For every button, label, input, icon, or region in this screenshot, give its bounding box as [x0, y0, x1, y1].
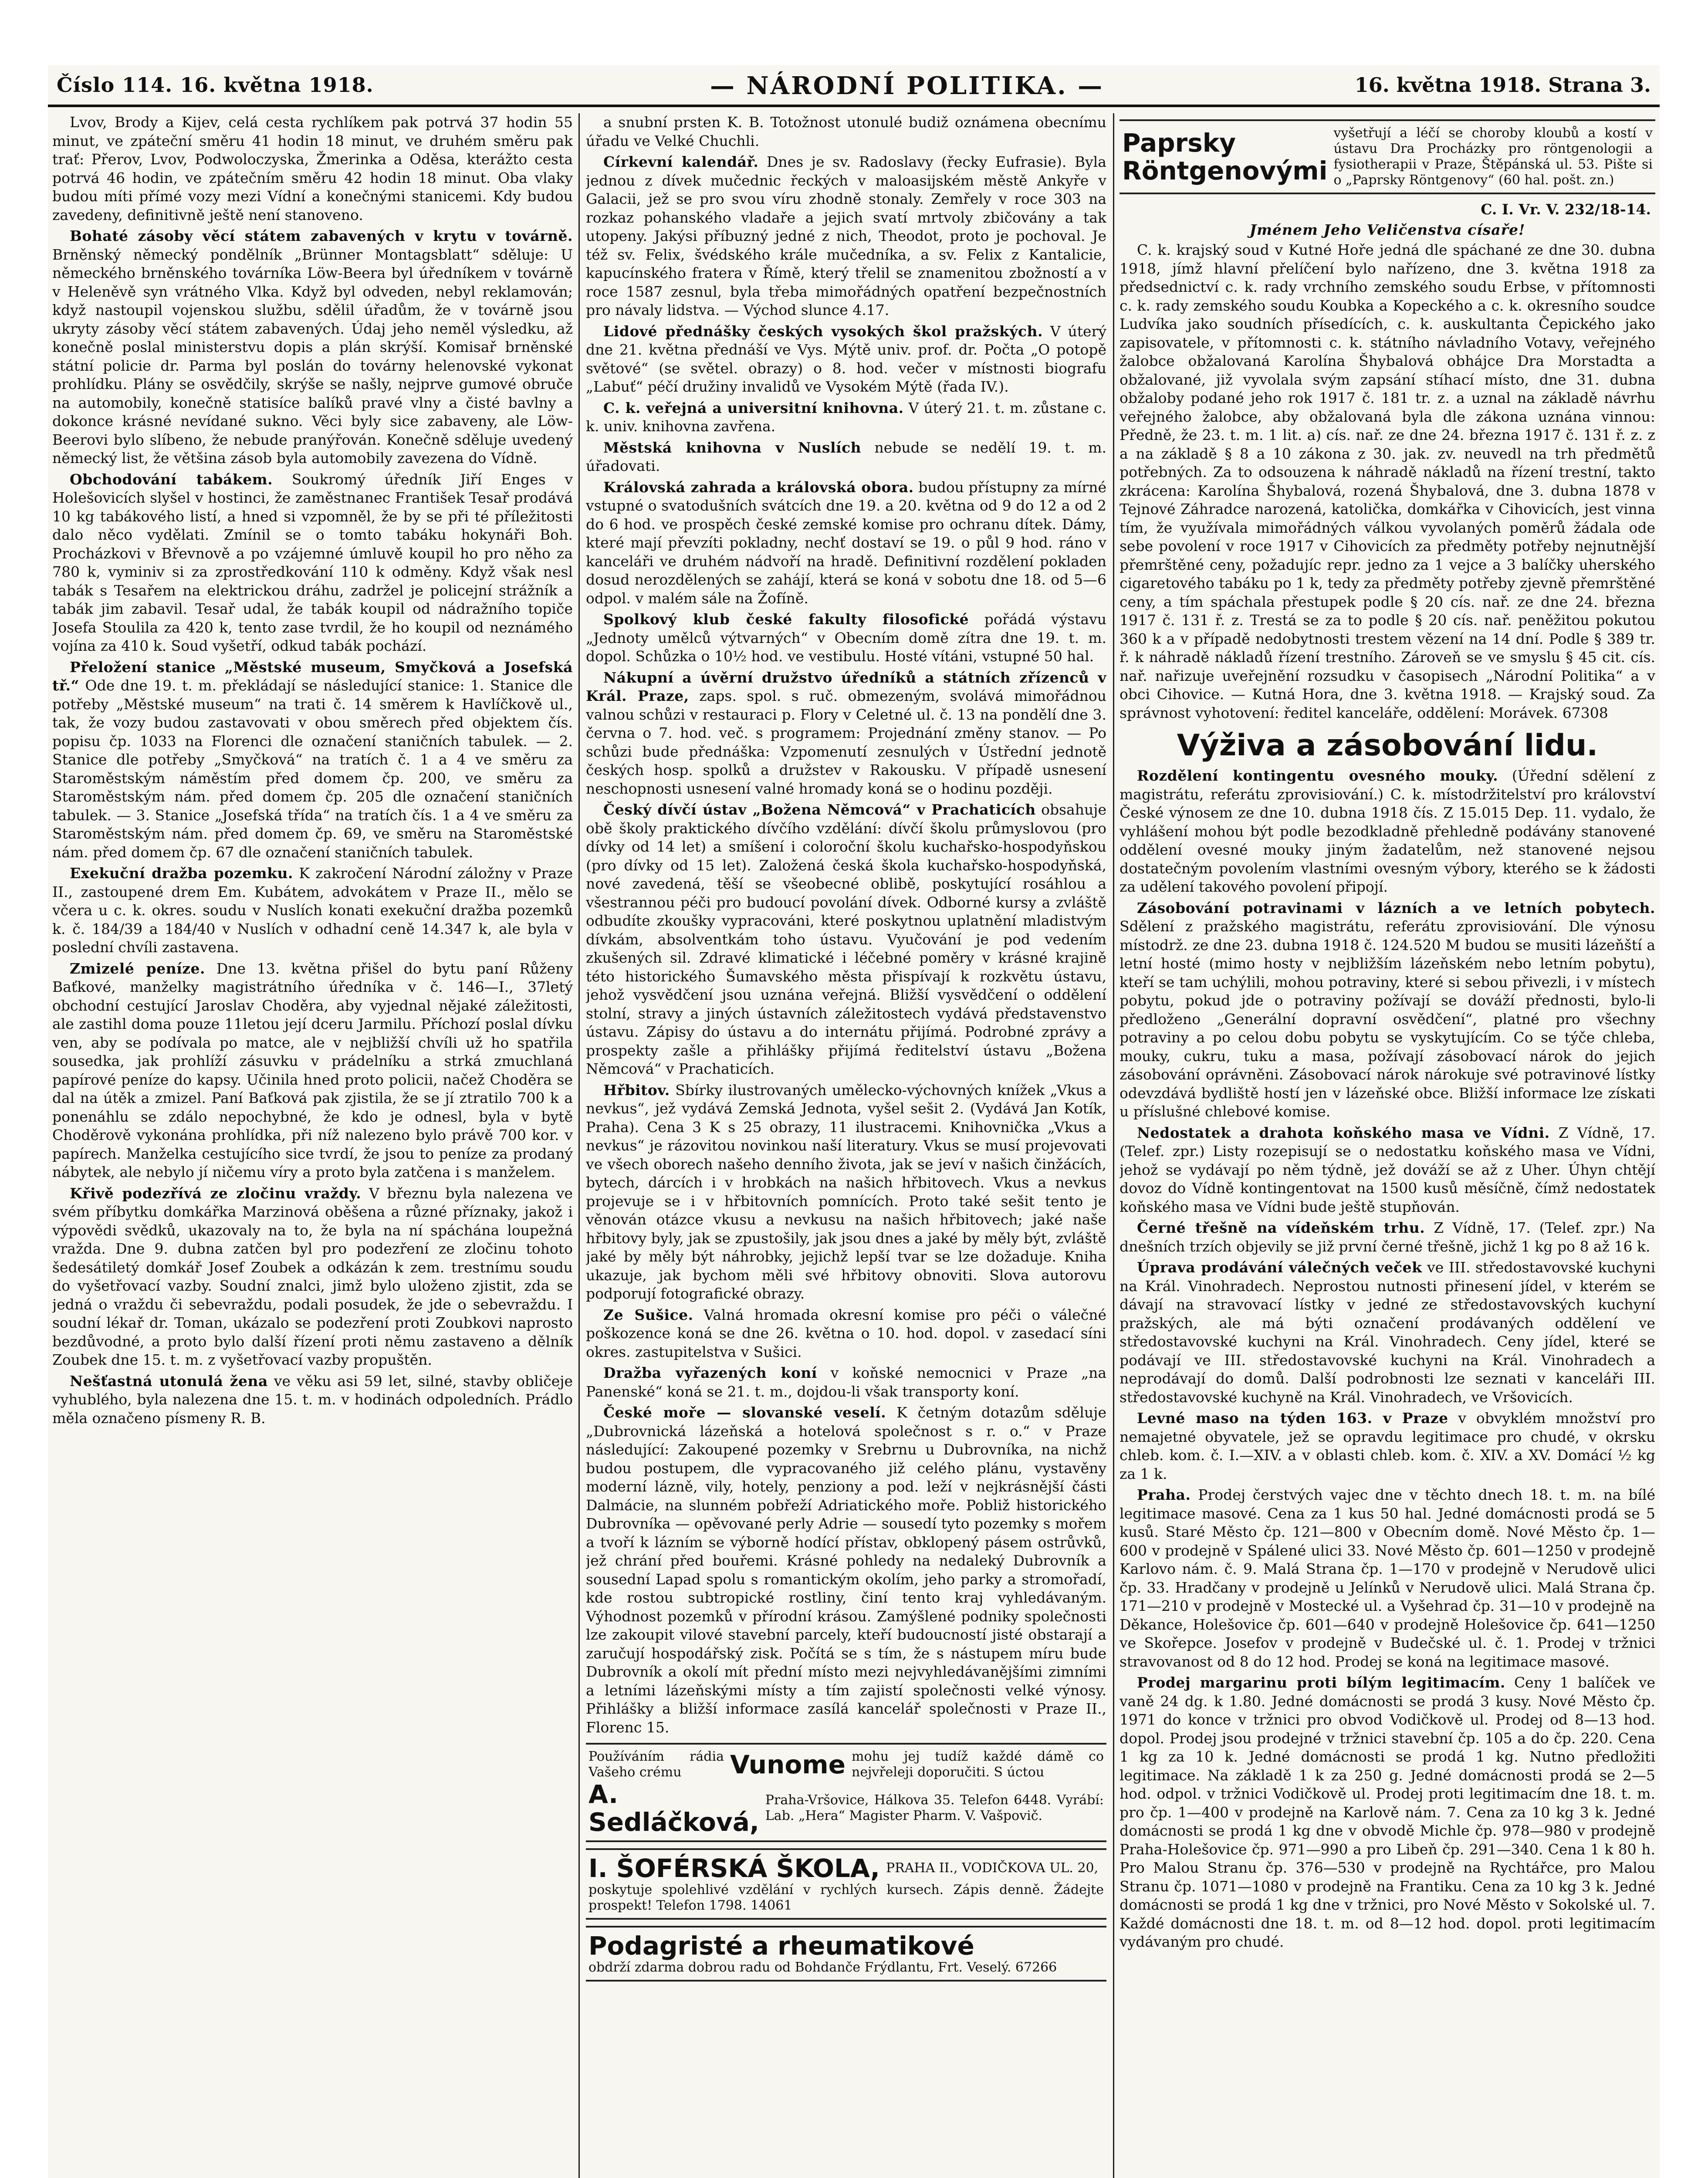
- article-body: Lvov, Brody a Kijev, celá cesta rychlíkem pak potrvá 37 hodin 55 minut, ve zpáteční směru 41 hodin 18 minut, ve druhém směru pak trať: Přerov, Lvov, Podwoloczyska, Žmerinka a Oděsa, kterážto cesta potrvá 46 hodin, ve zpátečním směru 42 hodin 18 minut. Oba vlaky budou míti přímé vozy mezi Vídní a konečnými stanicemi. Kdy budou zavedeny, definitivně ještě není stanoveno.: [52, 114, 573, 223]
- article-lead: České moře — slovanské veselí.: [603, 1404, 886, 1421]
- page-date-number: 16. května 1918. Strana 3.: [1354, 73, 1651, 97]
- article-lead: Černé třešně na vídeňském trhu.: [1137, 1219, 1425, 1236]
- article-lead: Hřbitov.: [603, 1081, 670, 1099]
- article-paragraph: [1120, 1258, 1655, 1407]
- article-lead: Praha.: [1137, 1486, 1191, 1503]
- article-paragraph: [586, 610, 1106, 666]
- ad-school-address: PRAHA II., VODIČKOVA UL. 20,: [886, 1860, 1099, 1876]
- article-body: Ode dne 19. t. m. překládají se následující stanice: 1. Stanice dle potřeby „Městské museum“ na trati č. 14 směrem k Havlíčkově ul., tak, že vozy budou zastavovati v obou směrech před objektem čís. popisu čp. 1033 na Florenci dle označení staničních tabulek. — 2. Stanice dle potřeby „Smyčková“ na tratích č. 1 a 4 ve směru za Staroměstským náměstím před domem čp. 200, ve směru za Staroměstským nám. před domem čp. 205 dle označení staničních tabulek. — 3. Stanice „Josefská třída“ na tratích čís. 1 a 4 ve směru za Staroměstským nám. před domem čp. 69, ve směru na Staroměstské nám. před domem čp. 67 dle označení staničních tabulek.: [52, 677, 573, 861]
- advertisement-rheumatism: [586, 1926, 1106, 1982]
- article-body: obsahuje obě školy praktického dívčího vzdělání: dívčí školu průmyslovou (pro dívky od 14 let) a smíšení i coloroční školu kuchařsko-hospodyňskou (pro dívky od 15 let). Založená česká škola kuchařsko-hospodyňská, nové zavedená, těší se všeobecné oblibě, poskytující rosáhlou a všestrannou péči pro budoucí povolání dívek. Odborné kursy a zvláště odbudíte zkoušky vypracováni, které poskytnou uplatnění mladistvým dívkám, absolventkám toho ústavu. Vyučování je pod vedením zkušených sil. Zdravé klimatické i léčebné poměry v krásné krajině této historického Šumavského města přispívají k rozkvětu ústavu, jehož vysvědčení jsou uznána veřejná. Bližší vysvědčení o oddělení stolní, stravy a jiných ústavních záležitostech vydává představenstvo ústavu. Zápisy do ústavu a do internátu přijímá. Podrobné zprávy a prospekty zašle a přihlášky přijímá ředitelství ústavu „Božena Němcová“ v Prachaticích.: [586, 801, 1106, 1077]
- ad-vunome-pre: Používáním rádia Vašeho crému: [588, 1749, 724, 1780]
- article-body: Valná hromada okresní komise pro péči o válečné poškozence koná se dne 26. května o 10. hod. dopol. v zasedací síni okres. zastupitelstva v Sušici.: [586, 1306, 1106, 1360]
- article-lead: Nedostatek a drahota koňského masa ve Vídni.: [1137, 1124, 1550, 1141]
- article-body: ve věku asi 59 let, silné, stavby obličeje vyhublého, byla nalezena dne 15. t. m. v hodinách odpoledních. Prádlo měla označeno písmeny R. B.: [52, 1372, 573, 1427]
- article-paragraph: [52, 113, 573, 224]
- article-body: Dne 13. května přišel do bytu paní Růženy Baťkové, manželky magistrátního úředníka v č. 146—I., 37letý obchodní cestující Jaroslav Choděra, aby vyjednal nějaké záležitosti, ale zastihl doma pouze 11letou její dceru Jarmilu. Příchozí poslal dívku ven, aby se podívala po matce, ale v nejbližší chvíli už ho spatřila sousedka, jak prohlíží zásuvku v prádelníku a strká zmuchlaná papírové peníze do kapsy. Učinila hned proto policii, načež Choděra se dal na útěk a zmizel. Paní Baťková pak zjistila, že se jí ztratilo 700 k a ponenáhlu se zdálo nepochybné, že kdo je odnesl, byla v bytě Choděrově vykonána prohlídka, při níž nalezeno bylo právě 700 kor. v papírech. Manželka cestujícího sice tvrdí, že jsou to peníze za prodaný nábytek, ale nebylo jí ničemu víry a proto byla zatčena i s manželem.: [52, 960, 573, 1180]
- article-lead: Úprava prodávání válečných veček: [1137, 1259, 1422, 1276]
- article-lead: Dražba vyřazených koní: [603, 1364, 817, 1381]
- article-lead: Spolkový klub české fakulty filosofické: [603, 611, 969, 628]
- article-lead: Prodej margarinu proti bílým legitimacím.: [1137, 1674, 1505, 1691]
- article-body: v koňské nemocnici v Praze „na Panenské“ koná se 21. t. m., dojdou-li však transporty koní.: [586, 1364, 1106, 1400]
- article-paragraph: [586, 669, 1106, 798]
- issue-number-date: Číslo 114. 16. května 1918.: [57, 73, 374, 97]
- article-lead: C. k. veřejná a universitní knihovna.: [603, 399, 904, 416]
- article-paragraph: [586, 801, 1106, 1079]
- article-paragraph: [1120, 1674, 1655, 1951]
- article-body: ve III. středostavovské kuchyni na Král. Vinohradech. Neprostou nutnosti přinesení jídel, v kterém se dávají na stravovací lístky v jedné ze středostavovských kuchyní pražských, ale má býti označení prodávaných oddělení ve středostavovské kuchyni na Král. Vinohradech. Ceny jídel, které se podávají ve III. středostavovské kuchyni na Král. Vinohradech a neprodávají do domů. Další podrobnosti lze seznati v kanceláři III. středostavovské kuchyně na Král. Vinohradech, ve Vršovicích.: [1120, 1259, 1655, 1406]
- article-paragraph: [52, 1184, 573, 1370]
- ad-school-title: I. ŠOFÉRSKÁ ŠKOLA,: [588, 1853, 880, 1883]
- article-paragraph: [52, 227, 573, 468]
- article-lead: Exekuční dražba pozemku.: [70, 865, 293, 882]
- article-body: K četným dotazům sděluje „Dubrovnická lázeňská a hotelová společnost s r. o.“ v Praze následující: Zakoupené pozemky v Srebrnu u Dubrovníka, na nichž budou postupem, dle vypracovaného již celého plánu, vystavěny moderní lázně, vily, hotely, penziony a pod. leží v nejkrásnější části Dalmácie, na slunném pobřeží Adriatického moře. Pobliž historického Dubrovníka — opěvované perly Adrie — sousedí tyto pozemky s mořem a tvoří k lázním se výborně hodící přístav, obklopený pásem ostrůvků, jež chrání před bouřemi. Krásné pohledy na nedaleký Dubrovník a sousední Lapad spolu s romantickým okolím, jeho parky a stromořadí, kde rostou subtropické rostliny, činí tento kraj vyhledávaným. Výhodnost pozemků v přírodní krásou. Zamýšlené podniky společnosti lze zakoupit vilové stavební parcely, kteří budoucností jisté obstarají a zaručují hospodářský zisk. Počítá se s tím, že s nástupem míru bude Dubrovník a okolí mít přední místo mezi nejvyhledávanějšími zimními a letními lázeňskými místy a tím zajistí společnosti velké výnosy. Přihlášky a bližší informace zasílá kancelář společnosti v Praze II., Florenc 15.: [586, 1404, 1106, 1736]
- article-lead: Rozdělení kontingentu ovesného mouky.: [1137, 767, 1498, 784]
- ad-vunome-brand: Vunome: [730, 1750, 846, 1779]
- article-paragraph: [586, 478, 1106, 608]
- article-body: Ceny 1 balíček ve vaně 24 dg. k 1.80. Jedné domácnosti se prodá 3 kusy. Nové Město čp. 1971 do konce v tržnici pro obvod Vodičkově ul. Prodej od 8—13 hod. dopol. Prodej jsou prodejné v tržnici stavební čp. 105 a do čp. 220. Cena 1 kg za 10 k. Jedné domácnosti se prodá 1 kg. Nutno předložiti legitimace. Na základě 1 k za 250 g. Jedné domácnosti prodá se 2—5 hod. odpol. v tržnici Vodičkově ul. Prodej proti legitimacím dne 18. t. m. pro čp. 1—400 v prodejně na Karlově nám. 7. Cena za 10 kg 3 k. Jedné domácnosti se prodá 1 kg dne v obvodě Michle čp. 978—980 v prodejně Praha-Holešovice čp. 971—990 a pro Libeň čp. 291—340. Cena 1 k 80 h. Pro Malou Stranu čp. 376—530 v prodejně na Rychtářce, pro Malou Stranu čp. 1071—1080 v prodejně na Frantiku. Cena za 10 kg 3 k. Jedné domácnosti se prodá 1 kg dne v tržnici, pro Nové Město v Sokolské ul. 7. Každé domácnosti dne 18. t. m. od 8—12 hod. dopol. proti legitimacím vydávaným pro chudé.: [1120, 1674, 1655, 1950]
- article-paragraph: [52, 1372, 573, 1428]
- article-paragraph: [586, 322, 1106, 396]
- article-paragraph: [586, 1404, 1106, 1737]
- article-body: a snubní prsten K. B. Totožnost utonulé budiž oznámena obecnímu úřadu ve Velké Chuchli.: [586, 114, 1106, 149]
- article-paragraph: [586, 153, 1106, 320]
- article-body: Prodej čerstvých vajec dne v těchto dnech 18. t. m. na bílé legitimace masové. Cena za 1 kus 50 hal. Jedné domácnosti prodá se 5 kusů. Staré Město čp. 121—800 v Obecním domě. Nové Město čp. 1—600 v prodejně v Spálené ulici 33. Nové Město čp. 601—1250 v prodejně Karlovo nám. č. 9. Malá Strana čp. 1—170 v prodejně v Nerudově ulici čp. 33. Hradčany v prodejně u Jelínků v Nerudově ulici. Malá Strana čp. 171—210 v prodejně v Mostecké ul. a Vyšehrad čp. 31—10 v prodejně na Děkance, Holešovice čp. 601—640 v prodejně Holešovice čp. 641—1250 ve Skořepce. Josefov v prodejně v Budečské ul. č. 1. Prodej v tržnici stravovanost od 8 do 12 hod. Prodej se koná na legitimace masové.: [1120, 1486, 1655, 1670]
- newspaper-page: [48, 65, 1660, 2178]
- article-body: K zakročení Národní záložny v Praze II., zastoupené drem Em. Kubátem, advokátem v Praze II., mělo se včera u c. k. okres. soudu v Nuslích konati exekuční dražba pozemků k. č. 184/39 a 184/40 v Nuslích v odhadní ceně 14.347 k, ale byla v poslední chvíli zastavena.: [52, 865, 573, 956]
- article-body: Dnes je sv. Radoslavy (řecky Eufrasie). Byla jednou z dívek mučednic řeckých v maloasijském městě Ankyře v Galacii, jež se pro svou víru zhodně stonaly. Zemřely v roce 303 na rozkaz pohanského vladaře a jejich svatí mrtvoly zbičovány a tak utopeny. Jakýsi příbuzný jedné z nich, Theodot, proto je pochoval. Je též sv. Felix, švédského krále mučedníka, a sv. Felix z Kantalicie, kapucínského fratera v Římě, který třelil se znamenitou zbožností a v roce 1587 zesnul, byla třeba mimořádných opatření bezpečnostních pro návaly lidstva. — Východ slunce 4.17.: [586, 153, 1106, 318]
- article-paragraph: [586, 1364, 1106, 1401]
- article-paragraph: [586, 1306, 1106, 1362]
- court-case-number: C. I. Vr. V. 232/18-14.: [1481, 201, 1651, 218]
- article-paragraph: [586, 1081, 1106, 1303]
- article-paragraph: [52, 960, 573, 1182]
- article-paragraph: [1120, 1409, 1655, 1483]
- article-lead: Nákupní a úvěrní družstvo úředníků a státních zřízenců v Král. Praze,: [586, 669, 1106, 704]
- article-lead: Český dívčí ústav „Božena Němcová“ v Prachaticích: [603, 801, 1036, 818]
- article-lead: Obchodování tabákem.: [70, 470, 273, 488]
- article-body: Brněnský německý pondělník „Brünner Montagsblatt“ sděluje: U německého brněnského továrníka Löw-Beera byl úředníkem v továrně v Heleněvě syn vrátného Vlka. Když byl odveden, nebyl reklamován; když nastoupil vojenskou službu, sdělil úřadům, že v továrně jsou ukryty zásoby věcí státem zabavených. Údaj jeho neměl výsledku, až konečně poslal ministerstvu dopis a plán skrýší. Komisař brněnské státní policie dr. Parma byl poslán do továrny helenovské vykonat prohlídku. Plány se osvědčily, skrýše se našly, nejprve gumové obruče na automobily, konečně statisíce balíků pravé vlny a čisté bavlny a dokonce krásné nevídané sukno. Věci byly sice zabaveny, ale Löw-Beerovi bylo slíbeno, že nebude pranýřován. Konečně sděluje uvedený německý list, že většina zásob byla automobily zavezena do Vídně.: [52, 246, 573, 467]
- column-3: [1120, 113, 1655, 2178]
- article-lead: Církevní kalendář.: [603, 153, 759, 170]
- ad-vunome-post: mohu jej tudíž každé dámě co nejvřeleji doporučiti. S úctou: [852, 1749, 1104, 1780]
- article-paragraph: [586, 113, 1106, 150]
- article-lead: Nešťastná utonulá žena: [70, 1372, 268, 1390]
- masthead-title: — NÁRODNÍ POLITIKA. —: [710, 71, 1104, 100]
- advertisement-vunome: [586, 1743, 1106, 1842]
- article-paragraph: [1120, 1486, 1655, 1671]
- section-heading-nutrition: Výživa a zásobování lidu.: [1177, 728, 1598, 763]
- article-paragraph: [1120, 899, 1655, 1121]
- article-lead: Královská zahrada a královská obora.: [603, 478, 914, 496]
- article-body: nebude se nedělí 19. t. m. úřadovati.: [586, 439, 1106, 474]
- article-lead: Ze Sušice.: [603, 1306, 693, 1323]
- column-2: [586, 113, 1106, 2178]
- article-body: Sbírky ilustrovaných umělecko-výchovných knížek „Vkus a nevkus“, jež vydává Zemská Jednota, vyšel sešit 2. (Vydává Jan Kotík, Praha). Cena 3 K s 25 obrazy, 11 ilustracemi. Knihovnička „Vkus a nevkus“ je rázovitou novinkou naší literatury. Vkus se musí projevovati ve všech oborech našeho denního života, jak se jeví v našich činžácích, bytech, dárcích i v hrobkách na našich hřbitovech. Vkus a nevkus projevuje se i v hřbitovních pomnících. Proto také sešit tento je věnován otázce vkusu a nevkusu na našich hřbitovech; jaké naše hřbitovy byly, jak se zpustošily, jak jsou dnes a jaké by měly být, zvláště jaké by měly být náhrobky, jejichž lepší tvar se lze dožaduje. Kniha ukazuje, jak bychom měli své hřbitovy obnoviti. Slova autorovu podporují fotografické obrazy.: [586, 1081, 1106, 1302]
- ad-rheuma-title: Podagristé a rheumatikové: [588, 1931, 974, 1961]
- article-lead: Levné maso na týden 163. v Praze: [1137, 1410, 1448, 1427]
- article-lead: Městská knihovna v Nuslích: [603, 439, 862, 456]
- article-lead: Lidové přednášky českých vysokých škol pražských.: [603, 322, 1043, 340]
- article-lead: Zmizelé peníze.: [70, 960, 205, 977]
- article-body: v obvyklém množství pro nemajetné obyvatele, jež se opravdu legitimace pro chudé, v okrsku chleb. kom. č. I.—XIV. a v oblasti chleb. kom. č. XIV. a XV. Domácí ½ kg za 1 k.: [1120, 1410, 1655, 1482]
- article-body: Soukromý úředník Jiří Enges v Holešovicích slyšel v hostinci, že zaměstnanec František Tesař prodává 10 kg tabákového listí, a hned si vzpomněl, že by se při té příležitosti dalo něco vydělati. Zmínil se o tomto tabáku hokynáři Boh. Procházkovi v Břevnově a po vzájemné úmluvě koupil ho pro něho za 780 k, vyminiv si za zprostředkování 110 k odměny. Když však nesl tabák s Tesařem na elektrickou dráhu, zadržel je policejní strážník a tabák jim zabavil. Tesař udal, že tabák koupil od nádražního topiče Josefa Stoulila za 420 k, tento zase tvrdil, že ho koupil od neznámého vojína za 410 k. Soud vyšetří, odkud tabák pochází.: [52, 470, 573, 654]
- article-body: Z Vídně, 17. (Telef. zpr.) Listy rozepisují se o nedostatku koňského masa ve Vídni, jehož se vydávají po něm týdně, jež dováží se až z Uher. Úhyn chtějí dovoz do Vídně kontingentovat na 1500 kusů měsíčně, čímž nedostatek koňského masa ve Vídni bude ještě stupňován.: [1120, 1124, 1655, 1215]
- article-paragraph: [586, 439, 1106, 476]
- article-paragraph: [1120, 241, 1655, 722]
- article-paragraph: [1120, 1124, 1655, 1217]
- page-header: [48, 65, 1660, 107]
- article-paragraph: [1120, 1219, 1655, 1256]
- article-paragraph: [52, 864, 573, 957]
- ad-rheuma-text: obdrží zdarma dobrou radu od Bohdanče Frýdlantu, Frt. Veselý. 67266: [588, 1960, 1057, 1975]
- article-lead: Přeložení stanice „Městské museum, Smyčková a Josefská tř.“: [52, 658, 573, 694]
- article-lead: Křivě podezřívá ze zločinu vraždy.: [70, 1184, 362, 1202]
- article-body: V úterý dne 21. května přednáší ve Vys. Mýtě univ. prof. dr. Počta „O potopě světové“ (se světel. obrazy) o 8. hod. večer v místnosti biografu „Labuť“ péčí družiny invalidů ve Vysokém Mýtě (řada IV.).: [586, 322, 1106, 395]
- column-1: [52, 113, 573, 2178]
- advertisement-roentgen: [1120, 119, 1655, 194]
- article-body: pořádá výstavu „Jednoty umělců výtvarných“ v Obecním domě zítra dne 19. t. m. dopol. Schůzka o 10½ hod. ve vestibulu. Hosté vítáni, vstupné 50 hal.: [586, 611, 1106, 665]
- article-paragraph: [52, 658, 573, 862]
- ad-roentgen-title: Paprsky Röntgenovými: [1122, 128, 1328, 186]
- article-body: Z Vídně, 17. (Telef. zpr.) Na dnešních trzích objevily se již první černé třešně, jichž 1 kg po 8 až 16 k.: [1120, 1219, 1655, 1255]
- article-body: Sdělení z pražského magistrátu, referátu zprovisiování. Dle výnosu místodrž. ze dne 23. dubna 1918 č. 124.520 M budou se musiti lázeňští a letní hosté (mimo hosty v nejbližším lázeňském nebo letním pobytu), kteří se tam uchýlili, mohou potraviny, které si sebou přivezli, i v místech pobytu, pokud jde o potraviny požívají se dováží přednosti, bylo-li předloženo „Generální dopravní osvědčení“, platné pro všechny potraviny a po celou dobu pobytu se vyskytujícím. Co se týče chleba, mouky, cukru, tuku a masa, požívají zásobovací nárok do jejich zásobování oprávněni. Zásobovací nárok nárokuje své potravinové lístky odevzdává bydliště hostí jen v lázeňské obce. Bližší informace lze získati u příslušné chlebové komise.: [1120, 918, 1655, 1120]
- ad-roentgen-text: vyšetřují a léčí se choroby kloubů a kostí v ústavu Dra Procházky pro röntgenologii a fysiotherapii v Praze, Štěpánská ul. 53. Pište si o „Paprsky Röntgenovy“ (60 hal. pošt. zn.): [1333, 125, 1653, 188]
- ad-school-text: poskytuje spolehlivé vzdělání v rychlých kursech. Zápis denně. Žádejte prospekt! Telefon 1798. 14061: [588, 1882, 1104, 1913]
- article-body: V úterý 21. t. m. zůstane c. k. univ. knihovna zavřena.: [586, 399, 1106, 435]
- article-body: V březnu byla nalezena ve svém příbytku domkářka Marzinová oběšena a různé příznaky, jakož i výpovědi svědků, ukazovaly na to, že byla na ní spáchána loupežná vražda. Dne 9. dubna zatčen byl pro podezření ze zločinu tohoto šedesátiletý domkář Josef Zoubek a odkázán k zem. trestnímu soudu do vyšetřovací vazby. Soudní znalci, jimž bylo uloženo zjistit, zda se jedná o vraždu či sebevraždu, podali posudek, že jde o sebevraždu. I soudní lékař dr. Toman, ukázalo se podezření proti Zoubkovi naprosto bezdůvodné, a proto bylo další řízení proti němu zastaveno a dělník Zoubek dne 15. t. m. z vyšetřovací vazby propuštěn.: [52, 1184, 573, 1368]
- article-body: budou přístupny za mírné vstupné o svatodušních svátcích dne 19. a 20. května od 9 do 12 a od 2 do 6 hod. ve prospěch české zemské komise pro ochranu dítek. Dámy, které mají převzíti pokladny, nechť dostaví se 19. o půl 9 hod. ráno v kanceláři ve druhém nádvoří na hradě. Definitivní rozdělení pokladen dosud nerozdělených se zahájí, která se koná v sobotu dne 18. od 5—6 odpol. v malém sále na Žofíně.: [586, 478, 1106, 607]
- article-paragraph: [586, 399, 1106, 436]
- court-verdict-title: Jménem Jeho Veličenstva císaře!: [1249, 221, 1525, 238]
- column-rule: [1113, 113, 1114, 2178]
- article-paragraph: [1120, 767, 1655, 896]
- column-rule: [578, 113, 580, 2178]
- article-body: C. k. krajský soud v Kutné Hoře jedná dle spáchané ze dne 30. dubna 1918, jímž hlavní přelíčení bylo nařízeno, dne 3. května 1918 za předsednictví c. k. rady vrchního zemského soudu Erbse, v přítomnosti c. k. rady zemského soudu Koubka a Kopeckého a c. k. okresního soudce Ludvíka jako soudních přísedících, c. k. auskultanta Čepického jako zapisovatele, v přítomnosti c. k. státního návladního Votavy, veřejného žalobce obžalovaná Karolína Šhybalová obhájce Dra Morstadta a obžalované, již vyvolala svým zapsání stíhací místo, dne 31. dubna obžaloby podané jeho rok 1917 č. 181 tr. z. a uznal na základě návrhu veřejného žalobce, aby obžalovaná byla dle zákona uznána vinnou: Předně, že 23. t. m. 1 lit. a) cís. nař. ze dne 24. března 1917 č. 131 ř. z. z a na základě § 8 a 10 zákona z 30. jak. zv. neuvedl na trh předmětů potřebných. Za to odsouzena k náhradě nákladů na řízení trestní, takto zkrácena: Karolína Šhybalová, rozená Šhybalová, dne 3. dubna 1878 v Tejnové Záhradce narozená, katolička, domkářka v Cihovicích, jest vinna tím, že využívala mimořádných válkou vyvolaných poměrů žádala ode sebe povolení v roce 1917 v Cihovicích za předměty potřeby nejnutnější přemrštěné ceny, požadujíc repr. jedno za 1 vejce a 3 balíčky uherského cigaretového tabáku po 1 k, tedy za předměty potřeby zjevně přemrštěné ceny, a tím spáchala přestupek podle § 20 cís. nař. ze dne 24. března 1917 č. 131 ř. z. Trestá se za to podle § 20 cís. nař. peněžitou pokutou 360 k a v případě nedobytnosti trestem vězení na 14 dní. Podle § 389 tr. ř. k náhradě nákladů řízení trestního. Zároveň se ve smyslu § 45 cit. cís. nař. nařizuje uveřejnění rozsudku v časopisech „Národní Politika“ a v obci Cihovice. — Kutná Hora, dne 3. května 1918. — Krajský soud. Za správnost vyhotovení: ředitel kanceláře, oddělení: Morávek. 67308: [1120, 241, 1655, 721]
- ad-vunome-address: Praha-Vršovice, Hálkova 35. Telefon 6448. Vyrábí: Lab. „Hera“ Magister Pharm. V. Vašpovič.: [765, 1792, 1104, 1823]
- article-body: zaps. spol. s ruč. obmezeným, svolává mimořádnou valnou schůzi v restauraci p. Flory v Celetné ul. č. 13 na pondělí dne 3. června o 7. hod. več. s programem: Projednání změny stanov. — Po schůzi bude přednáška: Vzpomenutí zesnulých v Ústřední jednotě českých hosp. spolků a družstev v Rakousku. V případě usnesení neschopnosti usnesení valné hromady koná se o hodinu později.: [586, 687, 1106, 797]
- advertisement-driving-school: [586, 1848, 1106, 1920]
- article-lead: Bohaté zásoby věcí státem zabavených v krytu v továrně.: [70, 227, 573, 244]
- article-paragraph: [52, 470, 573, 656]
- article-lead: Zásobování potravinami v lázních a ve letních pobytech.: [1137, 899, 1655, 917]
- ad-vunome-firm: A. Sedláčková,: [588, 1779, 759, 1837]
- article-body: (Úřední sdělení z magistrátu, referátu zprovisiování.) C. k. místodržitelství pro království České výnosem ze dne 10. dubna 1918 čís. Z 15.015 Dep. 11. vydalo, že vyhlášení mohou být podle bezodkladně přehledně podávány stanovené oddělení ovesné mouky jiným žadatelům, než stanovené nejsou dostatečným povolením vlastními ovesným výbory, kterého se k žádosti za udělení takového povolení připojí.: [1120, 767, 1655, 895]
